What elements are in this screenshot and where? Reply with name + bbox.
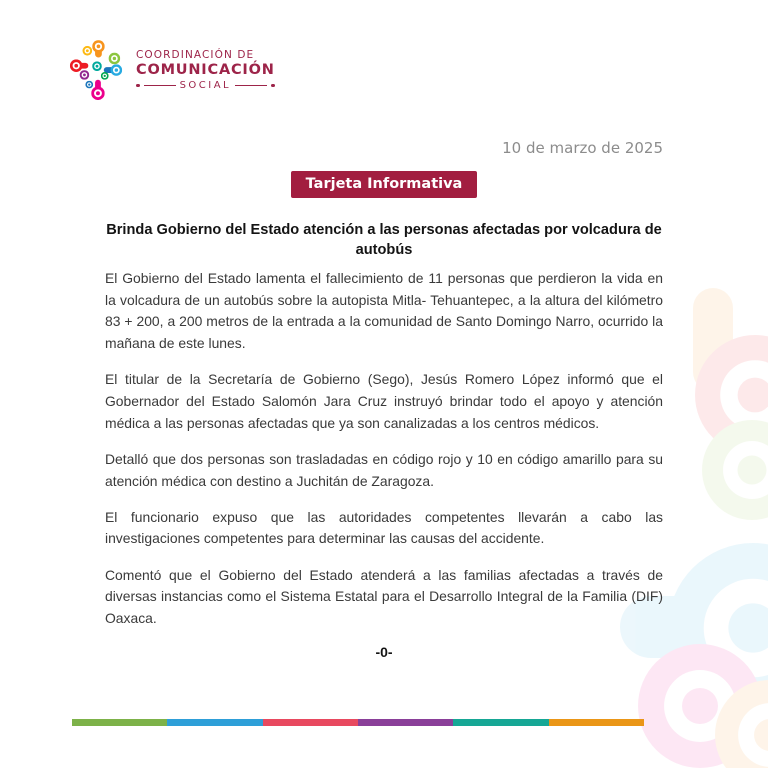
document-date: 10 de marzo de 2025 (502, 139, 663, 157)
bar-segment-blue (167, 719, 262, 726)
paragraph-5: Comentó que el Gobierno del Estado atenderá a las familias afectadas a través de diversas instancias como el Sistema Estatal para el Desarrollo Integral de la Familia (DIF) Oaxaca. (105, 566, 663, 626)
badge-row (0, 171, 768, 198)
footer-color-bar (72, 719, 644, 726)
logo (68, 40, 275, 104)
logo-social-label: SOCIAL (179, 80, 232, 91)
bar-segment-purple (358, 719, 453, 726)
right-dot (271, 84, 275, 88)
logo-emblem-icon (68, 40, 126, 104)
tarjeta-informativa-badge: Tarjeta Informativa (291, 171, 478, 198)
article-body (105, 268, 663, 660)
logo-wordmark (136, 49, 275, 91)
logo-line-3 (136, 80, 275, 91)
bar-segment-orange (549, 719, 644, 726)
logo-line-2: COMUNICACIÓN (136, 62, 275, 78)
left-dot (136, 84, 140, 88)
article-title: Brinda Gobierno del Estado atención a las personas afectadas por volcadura de autobús (106, 222, 662, 258)
bar-segment-teal (453, 719, 548, 726)
bar-segment-green (72, 719, 167, 726)
bar-segment-red (263, 719, 358, 726)
logo-line-1: COORDINACIÓN DE (136, 49, 255, 61)
left-rule (144, 85, 176, 86)
paragraph-2: El titular de la Secretaría de Gobierno (Sego), Jesús Romero López informó que el Gobernador del Estado Salomón Jara Cruz instruyó brindar todo el apoyo y atención médica a las personas afectadas que ya son canalizadas a los centros médicos. (105, 371, 663, 431)
end-mark: -0- (375, 644, 393, 661)
paragraph-4: El funcionario expuso que las autoridades competentes llevarán a cabo las investigaciones competentes para determinar las causas del accidente. (105, 508, 663, 547)
paragraph-3: Detalló que dos personas son trasladadas en código rojo y 10 en código amarillo para su atención médica con destino a Juchitán de Zaragoza. (105, 450, 663, 489)
right-rule (235, 85, 267, 86)
paragraph-1: El Gobierno del Estado lamenta el fallecimiento de 11 personas que perdieron la vida en la volcadura de un autobús sobre la autopista Mitla- Tehuantepec, a la altura del kilómetro 83 + 200, a 200 metros de la entrada a la comunidad de Santo Domingo Narro, ocurrido la mañana de este lunes. (105, 270, 663, 352)
